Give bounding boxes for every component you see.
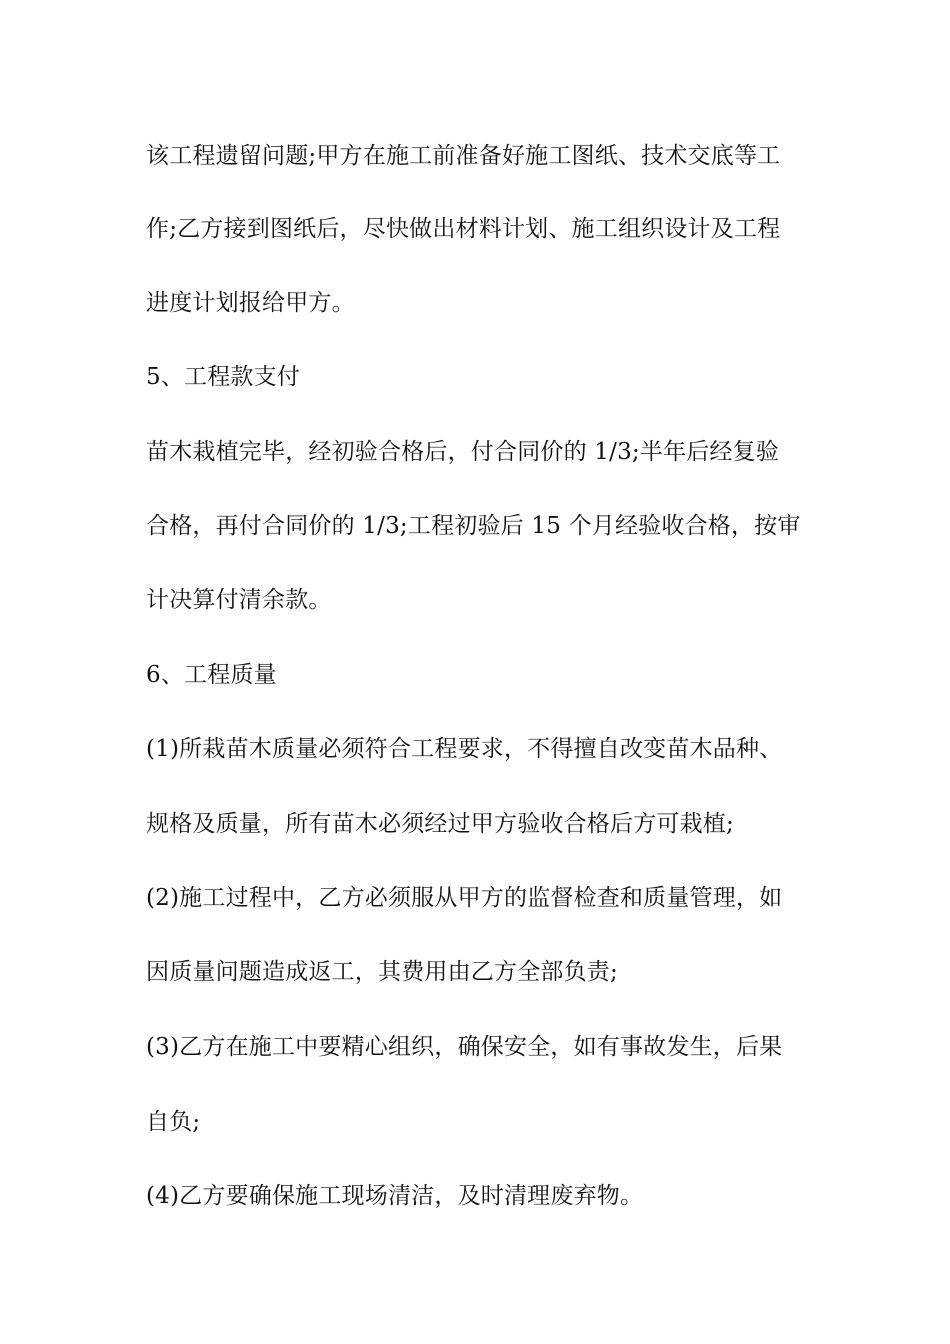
list-item-line: (4)乙方要确保施工现场清洁，及时清理废弃物。 [146,1183,644,1209]
list-item-line: (1)所栽苗木质量必须符合工程要求，不得擅自改变苗木品种、 [146,736,783,762]
section-heading-payment: 5、工程款支付 [146,364,301,390]
paragraph-line: 进度计划报给甲方。 [146,290,355,316]
list-item-line: (2)施工过程中，乙方必须服从甲方的监督检查和质量管理，如 [146,885,783,911]
list-item-line: 因质量问题造成返工，其费用由乙方全部负责; [146,959,618,985]
list-item-line: (3)乙方在施工中要精心组织，确保安全，如有事故发生，后果 [146,1034,783,1060]
list-item-line: 自负; [146,1109,201,1135]
paragraph-line: 作;乙方接到图纸后，尽快做出材料计划、施工组织设计及工程 [146,216,781,242]
paragraph-line: 计决算付清余款。 [146,587,332,613]
paragraph-line: 苗木栽植完毕，经初验合格后，付合同价的 1/3;半年后经复验 [146,439,780,465]
paragraph-line: 合格，再付合同价的 1/3;工程初验后 15 个月经验收合格，按审 [146,513,801,539]
section-heading-quality: 6、工程质量 [146,662,277,688]
paragraph-line: 该工程遗留问题;甲方在施工前准备好施工图纸、技术交底等工 [146,143,781,169]
list-item-line: 规格及质量，所有苗木必须经过甲方验收合格后方可栽植; [146,811,734,837]
